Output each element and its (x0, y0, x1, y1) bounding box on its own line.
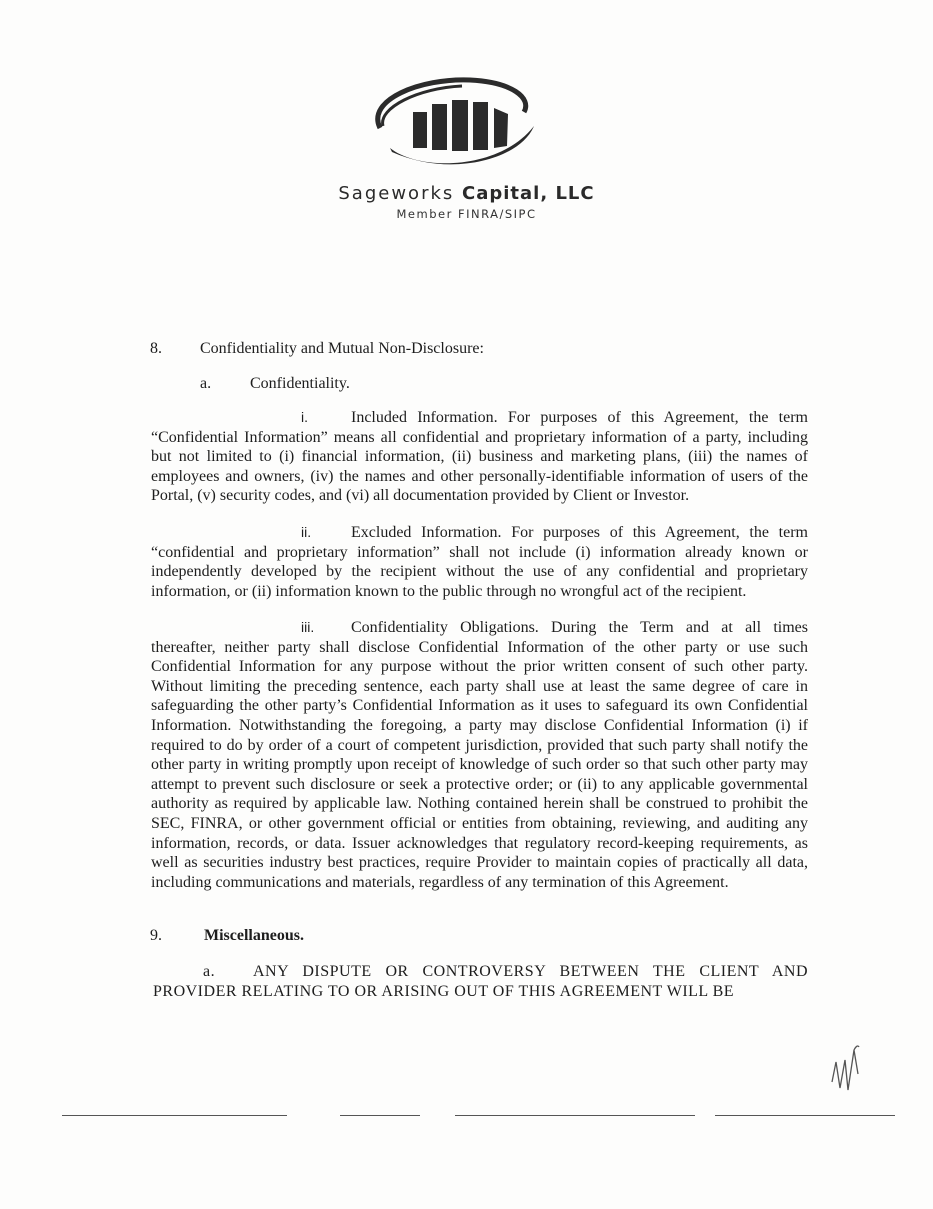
section-8a-iii-text: Confidentiality Obligations. During the Term and at all times thereafter, neither party shall disclose Confidential Information of the other party or use such Confidential Information for any purpose without the prior written consent of such other party. Without limiting the preceding sentence, each party shall use at least the same degree of care in safeguarding the other party’s Confidential Information as it uses to safeguard its own Confidential Information. Notwithstanding the foregoing, a party may disclose Confidential Information (i) if required to do by order of a court of competent jurisdiction, provided that such party shall notify the other party in writing promptly upon receipt of knowledge of such order so that such other party may attempt to prevent such disclosure or seek a protective order; or (ii) to any applicable governmental authority as required by applicable law. Nothing contained herein shall be construed to prohibit the SEC, FINRA, or other government official or entities from obtaining, reviewing, and auditing any information, records, or data. Issuer acknowledges that regulatory record-keeping requirements, as well as securities industry best practices, require Provider to maintain copies of practically all data, including communications and materials, regardless of any termination of this Agreement. (151, 619, 808, 891)
section-8a-ii-text: Excluded Information. For purposes of this Agreement, the term “confidential and proprietary information” shall not include (i) information already known or independently developed by the recipient without the use of any confidential and proprietary information, or (ii) information known to the public through no wrongful act of the recipient. (151, 524, 808, 600)
section-8a-iii-paragraph (151, 618, 808, 892)
company-name-bold: Capital, LLC (462, 183, 595, 204)
member-line: Member FINRA/SIPC (396, 207, 537, 221)
company-logo (0, 0, 933, 240)
section-8a-i-paragraph (151, 408, 808, 506)
section-9a-paragraph (153, 962, 808, 1001)
handwritten-initials (828, 1042, 868, 1096)
footer-rule-1 (62, 1115, 287, 1116)
section-8a-ii-paragraph (151, 523, 808, 601)
section-8a-iii-number: iii. (301, 619, 315, 635)
section-9a-text: ANY DISPUTE OR CONTROVERSY BETWEEN THE CLIENT AND PROVIDER RELATING TO OR ARISING OUT OF THIS AGREEMENT WILL BE (153, 963, 808, 1000)
section-9a-number: a. (203, 963, 216, 980)
section-8a-title: Confidentiality. (250, 375, 350, 392)
section-9-number: 9. (150, 927, 162, 944)
company-name (0, 183, 933, 204)
section-8a-heading (200, 374, 350, 394)
company-name-regular: Sageworks (338, 183, 455, 204)
section-8-heading (150, 339, 484, 359)
section-8a-i-text: Included Information. For purposes of this Agreement, the term “Confidential Information” means all confidential and proprietary information of a party, including but not limited to (i) financial information, (ii) business and marketing plans, (iii) the names of employees and owners, (iv) the names and other personally-identifiable information of users of the Portal, (v) security codes, and (vi) all documentation provided by Client or Investor. (151, 409, 808, 505)
section-8a-ii-number: ii. (301, 524, 312, 540)
section-8-number: 8. (150, 340, 162, 357)
footer-rule-4 (715, 1115, 895, 1116)
footer-rule-2 (340, 1115, 420, 1116)
section-8a-number: a. (200, 375, 212, 392)
section-9-heading (150, 926, 304, 946)
section-8a-i-number: i. (301, 409, 308, 425)
section-8-title: Confidentiality and Mutual Non-Disclosure: (200, 340, 484, 357)
footer-rule-3 (455, 1115, 695, 1116)
section-9-title: Miscellaneous. (204, 927, 304, 944)
